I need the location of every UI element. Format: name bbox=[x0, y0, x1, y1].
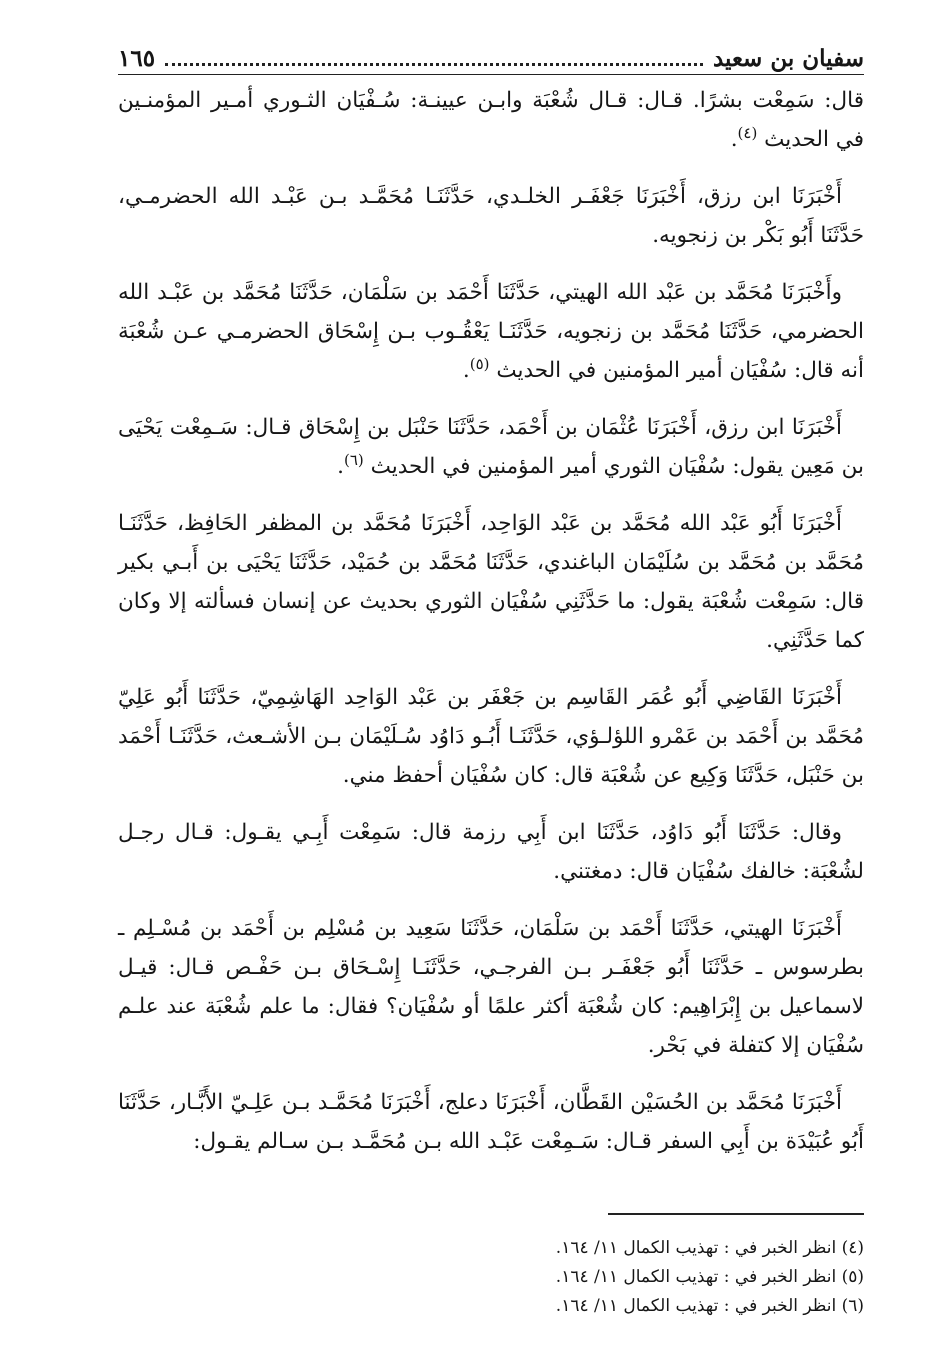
paragraph-text: أَخْبَرَنَا ابن رزق، أَخْبَرَنَا عُثْمَان بن أَحْمَد، حَدَّثَنَا حَنْبَل بن إِسْحَاق قـال: سَـمِعْت يَحْيَى بن مَعِين يقول: سُفْيَان الثوري أمير المؤمنين في الحديث bbox=[118, 415, 864, 479]
page-header bbox=[118, 30, 864, 75]
paragraph bbox=[118, 909, 864, 1065]
paragraph bbox=[118, 81, 864, 159]
page-number: ١٦٥ bbox=[118, 45, 156, 72]
paragraph bbox=[118, 813, 864, 891]
paragraph-text: أَخْبَرَنَا مُحَمَّد بن الحُسَيْن القَطَّان، أَخْبَرَنَا دعلج، أَخْبَرَنَا مُحَمَّـد بـن عَلِـيّ الأَبَّـار، حَدَّثَنَا أَبُو عُبَيْدَة بن أَبِي السفر قـال: سَـمِعْت عَبْـد الله بـن مُحَمَّـد بـن سـالم يقـول: bbox=[118, 1090, 864, 1154]
paragraph bbox=[118, 1083, 864, 1161]
paragraph-end: . bbox=[337, 454, 344, 479]
paragraph-end: . bbox=[730, 127, 738, 152]
paragraph bbox=[118, 678, 864, 795]
footnote-reference: (٦) bbox=[343, 450, 364, 469]
paragraph-text: أَخْبَرَنَا القَاضِي أَبُو عُمَر القَاسِم بن جَعْفَر بن عَبْد الوَاحِد الهَاشِمِيّ، حَدَّثَنَا أَبُو عَلِيّ مُحَمَّد بن أَحْمَد بن عَمْرو اللؤلـؤي، حَدَّثَنَـا أَبُـو دَاوُد سُـلَيْمَان بـن الأشـعث، حَدَّثَنَـا أَحْمَد بن حَنْبَل، حَدَّثَنَا وَكِيع عن شُعْبَة قال: كان سُفْيَان أحفظ مني. bbox=[118, 685, 864, 788]
paragraph bbox=[118, 177, 864, 255]
paragraph bbox=[118, 408, 864, 486]
footnote-reference: (٥) bbox=[469, 354, 490, 373]
paragraph-text: وأَخْبَرَنَا مُحَمَّد بن عَبْد الله الهيتي، حَدَّثَنَا أَحْمَد بن سَلْمَان، حَدَّثَنَا مُحَمَّد بن عَبْـد الله الحضرمي، حَدَّثَنَا مُحَمَّد بن زنجويه، حَدَّثَنَـا يَعْقُـوب بـن إِسْحَاق الحضرمـي عـن شُعْبَة أنه قال: سُفْيَان أمير المؤمنين في الحديث bbox=[118, 280, 864, 383]
paragraph-text: أَخْبَرَنَا أَبُو عَبْد الله مُحَمَّد بن عَبْد الوَاحِد، أَخْبَرَنَا مُحَمَّد بن المظفر الحَافِظ، حَدَّثَنَـا مُحَمَّد بن مُحَمَّد بن سُلَيْمَان الباغندي، حَدَّثَنَا مُحَمَّد بن حُمَيْد، حَدَّثَنَا يَحْيَى بن أَبـي بكير قال: سَمِعْت شُعْبَة يقول: ما حَدَّثَنِي سُفْيَان الثوري بحديث عن إنسان فسألته إلا وكان كما حَدَّثَنِي. bbox=[118, 511, 864, 653]
footnote: (٦) انظر الخبر في : تهذيب الكمال ١١/ ١٦٤. bbox=[555, 1296, 864, 1316]
paragraph-text: أَخْبَرَنَا ابن رزق، أَخْبَرَنَا جَعْفَـر الخلـدي، حَدَّثَنَـا مُحَمَّـد بـن عَبْـد الله الحضرمـي، حَدَّثَنَا أَبُو بَكْر بن زنجويه. bbox=[118, 184, 864, 248]
footnote-separator bbox=[608, 1213, 864, 1215]
footnote: (٥) انظر الخبر في : تهذيب الكمال ١١/ ١٦٤. bbox=[555, 1267, 864, 1287]
paragraph-text: وقال: حَدَّثَنَا أَبُو دَاوُد، حَدَّثَنَا ابن أَبِي رزمة قال: سَمِعْت أَبِـي يقـول: قـال رجـل لشُعْبَة: خالفك سُفْيَان قال: دمغتني. bbox=[118, 820, 864, 884]
running-title: سفيان بن سعيد bbox=[712, 45, 864, 72]
paragraph bbox=[118, 273, 864, 390]
book-page bbox=[118, 30, 864, 1350]
paragraph-text: أَخْبَرَنَا الهيتي، حَدَّثَنَا أَحْمَد بن سَلْمَان، حَدَّثَنَا سَعِيد بن مُسْلِم بن أَحْمَد بن مُسْـلِم ـ بطرسوس ـ حَدَّثَنَا أَبُو جَعْفَـر بـن الفرجـي، حَدَّثَنَـا إِسْـحَاق بـن حَفْـص قـال: قيـل لاسماعيل بن إِبْرَاهِيم: كان شُعْبَة أكثر علمًا أو سُفْيَان؟ فقال: ما علم شُعْبَة عند علـم سُفْيَان إلا كتفلة في بَحْر. bbox=[118, 916, 864, 1058]
paragraph bbox=[118, 504, 864, 660]
footnote: (٤) انظر الخبر في : تهذيب الكمال ١١/ ١٦٤. bbox=[555, 1238, 864, 1258]
footnote-reference: (٤) bbox=[737, 123, 758, 142]
paragraph-end: . bbox=[462, 358, 470, 383]
main-text bbox=[118, 81, 864, 1161]
header-dotted-leader bbox=[165, 63, 703, 66]
footnotes bbox=[556, 1234, 864, 1321]
paragraph-text: قال: سَمِعْت بشرًا. قـال: قـال شُعْبَة وابـن عيينـة: سُـفْيَان الثـوري أمـير المؤمنـين في الحديث bbox=[118, 88, 864, 152]
